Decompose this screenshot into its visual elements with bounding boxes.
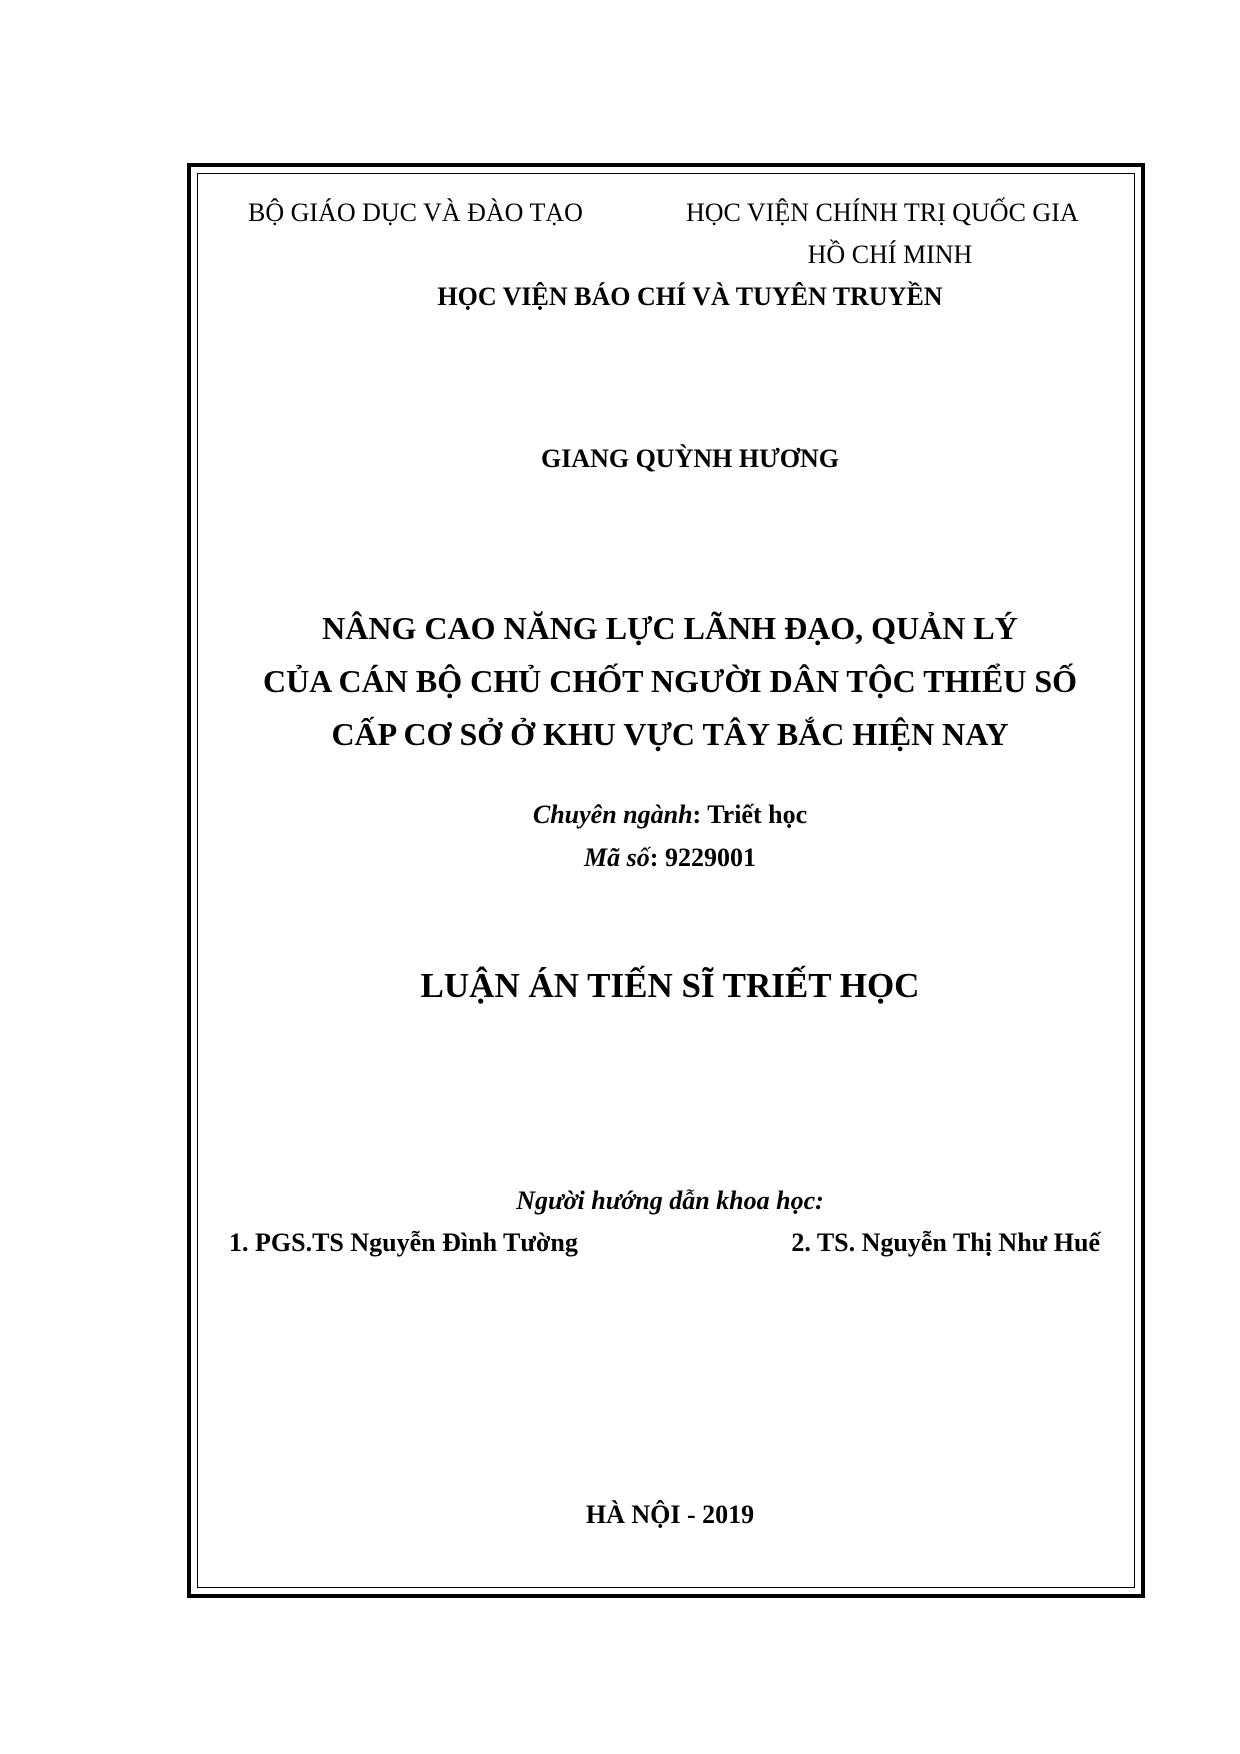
code-line: Mã số: 9229001 <box>584 843 756 872</box>
academy-name-line2: HỒ CHÍ MINH <box>807 240 973 269</box>
major-label: Chuyên ngành <box>532 800 693 829</box>
thesis-title-line-2: CỦA CÁN BỘ CHỦ CHỐT NGƯỜI DÂN TỘC THIỂU SỐ <box>262 663 1078 699</box>
advisor-1: 1. PGS.TS Nguyễn Đình Tường <box>229 1228 578 1257</box>
page-border-inner <box>197 173 1135 1588</box>
degree-title: LUẬN ÁN TIẾN SĨ TRIẾT HỌC <box>420 966 920 1005</box>
thesis-title-line-1: NÂNG CAO NĂNG LỰC LÃNH ĐẠO, QUẢN LÝ <box>322 610 1018 646</box>
major-value: Triết học <box>707 800 808 829</box>
page-border <box>187 163 1145 1598</box>
thesis-title-line-3: CẤP CƠ SỞ Ở KHU VỰC TÂY BẮC HIỆN NAY <box>331 716 1009 752</box>
advisor-heading: Người hướng dẫn khoa học: <box>516 1186 824 1215</box>
author-name: GIANG QUỲNH HƯƠNG <box>540 444 840 473</box>
code-value: 9229001 <box>664 843 756 872</box>
code-label: Mã số <box>584 843 650 872</box>
ministry-name: BỘ GIÁO DỤC VÀ ĐÀO TẠO <box>248 198 583 227</box>
advisor-2: 2. TS. Nguyễn Thị Như Huế <box>791 1228 1100 1257</box>
place-year: HÀ NỘI - 2019 <box>585 1500 755 1529</box>
school-name: HỌC VIỆN BÁO CHÍ VÀ TUYÊN TRUYỀN <box>437 282 943 311</box>
academy-name-line1: HỌC VIỆN CHÍNH TRỊ QUỐC GIA <box>686 198 1079 227</box>
major-line: Chuyên ngành: Triết học <box>532 800 808 829</box>
